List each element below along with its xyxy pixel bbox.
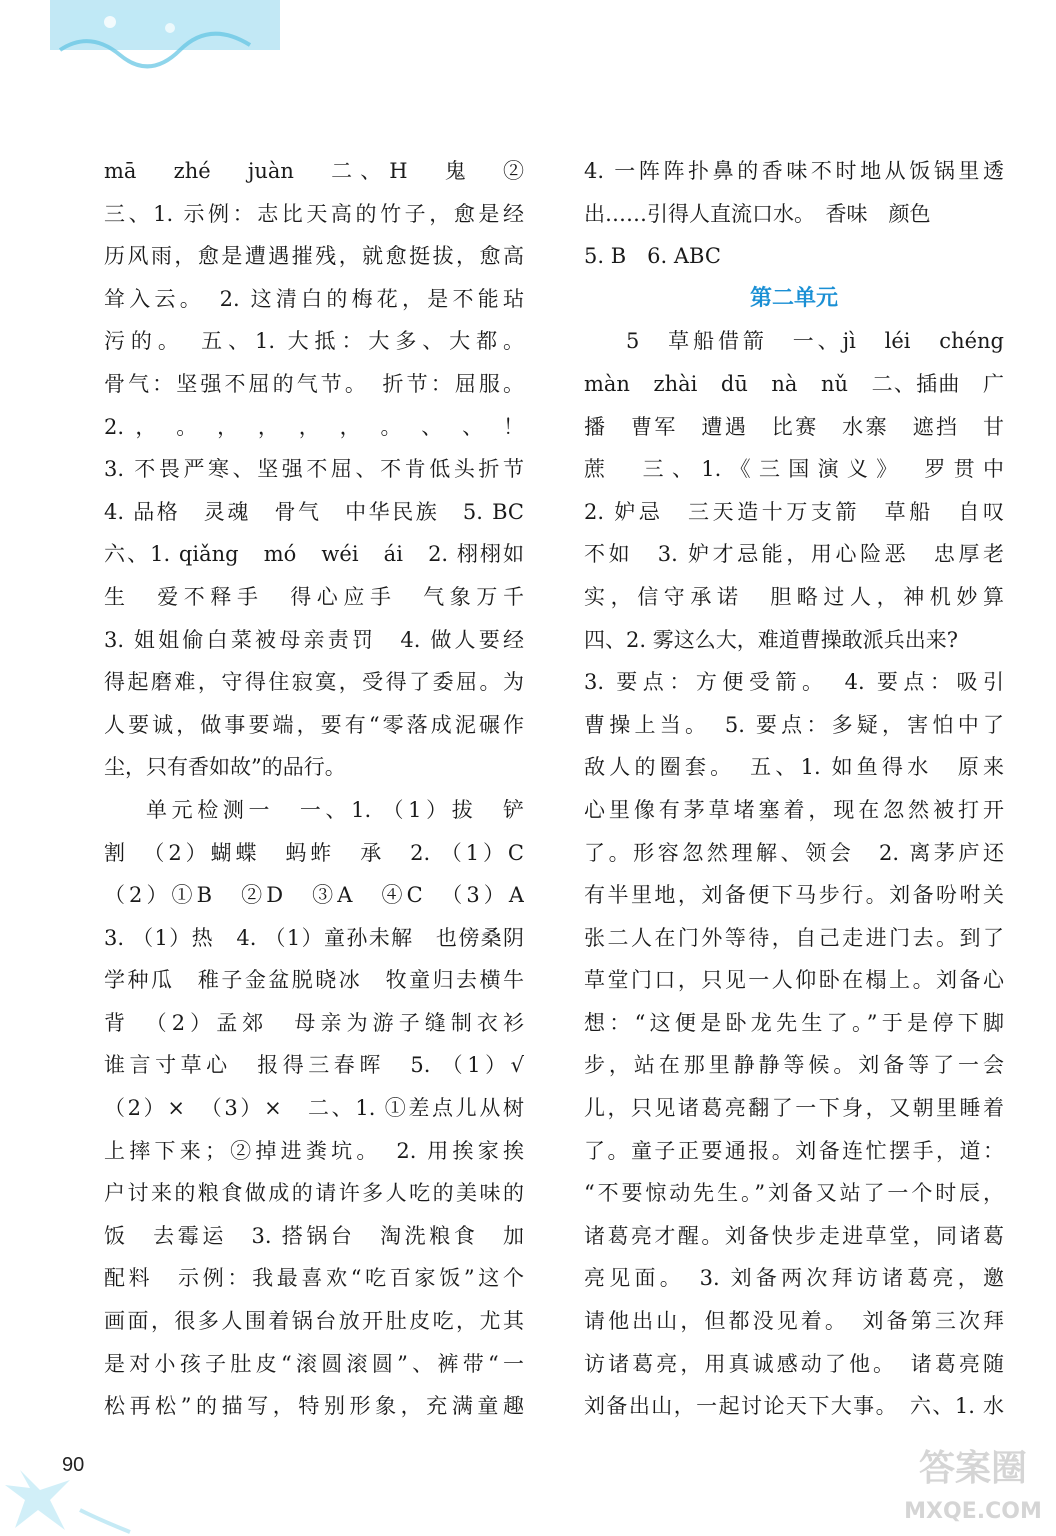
text-line: 想：“这便是卧龙先生了。”于是停下脚 bbox=[584, 1010, 1004, 1035]
text-line: 心里像有茅草堵塞着，现在忽然被打开 bbox=[584, 797, 1004, 822]
text-line: 第二单元 bbox=[749, 285, 838, 311]
left-column bbox=[104, 150, 524, 1428]
text-line: 历风雨，愈是遭遇摧残，就愈挺拔，愈高 bbox=[104, 244, 524, 269]
text-line: 谁言寸草心 报得三春晖 5. （1）√ bbox=[104, 1053, 524, 1078]
text-line: 儿，只见诸葛亮翻了一下身，又朝里睡着 bbox=[584, 1096, 1004, 1121]
text-line: 5 草船借箭 一、jì léi chéng bbox=[626, 329, 1004, 354]
text-line: 松再松”的描写，特别形象，充满童趣 bbox=[104, 1394, 524, 1419]
text-line: 得起磨难，守得住寂寞，受得了委屈。为 bbox=[104, 670, 524, 695]
text-line: 了。童子正要通报。刘备连忙摆手，道： bbox=[584, 1138, 1004, 1163]
text-line: 六、1. qiǎng mó wéi ái 2. 栩栩如 bbox=[104, 542, 524, 567]
text-line: 敌人的圈套。 五、1. 如鱼得水 原来 bbox=[584, 755, 1004, 780]
text-line: 人要诚，做事要端，要有“零落成泥碾作 bbox=[104, 712, 524, 737]
right-column bbox=[584, 150, 1004, 1428]
text-line: 配料 示例：我最喜欢“吃百家饭”这个 bbox=[104, 1266, 524, 1291]
text-line: 单元检测一 一、1. （1）拔 铲 bbox=[146, 797, 524, 822]
text-line: 耸入云。 2. 这清白的梅花，是不能玷 bbox=[104, 286, 524, 311]
text-line: 曹操上当。 5. 要点：多疑，害怕中了 bbox=[584, 712, 1004, 737]
watermark-logo bbox=[898, 1430, 1048, 1530]
text-line: 蔗 三、1.《三国演义》 罗贯中 bbox=[584, 457, 1004, 482]
text-line: 不如 3. 妒才忌能，用心险恶 忠厚老 bbox=[584, 542, 1004, 567]
text-line: 生 爱不释手 得心应手 气象万千 bbox=[104, 584, 524, 609]
page-number: 90 bbox=[62, 1454, 85, 1476]
text-line: （2）× （3）× 二、1. ①差点儿从树 bbox=[104, 1096, 524, 1121]
text-line: 刘备出山，一起讨论天下大事。 六、1. 水 bbox=[584, 1394, 1004, 1419]
text-line: 亮见面。 3. 刘备两次拜访诸葛亮，邀 bbox=[584, 1266, 1004, 1291]
text-line: 3. 不畏严寒、坚强不屈、不肯低头折节 bbox=[104, 457, 524, 482]
text-line: 访诸葛亮，用真诚感动了他。 诸葛亮随 bbox=[584, 1351, 1004, 1376]
text-line: 张二人在门外等待，自己走进门去。到了 bbox=[584, 925, 1004, 950]
text-line: 四、2. 雾这么大，难道曹操敢派兵出来? bbox=[584, 627, 958, 652]
text-line: 4. 一阵阵扑鼻的香味不时地从饭锅里透 bbox=[584, 159, 1004, 183]
text-line: 2. ， 。 ， ， ， ， 。 、 、 ！ bbox=[104, 414, 524, 439]
text-line: 3. （1）热 4. （1）童孙未解 也傍桑阴 bbox=[104, 925, 524, 950]
text-line: 3. 姐姐偷白菜被母亲责罚 4. 做人要经 bbox=[104, 627, 524, 652]
text-line: 骨气：坚强不屈的气节。 折节：屈服。 bbox=[104, 371, 524, 396]
text-line: 3. 要点：方便受箭。 4. 要点：吸引 bbox=[584, 670, 1004, 695]
corner-decoration bbox=[0, 0, 300, 80]
text-line: （2）①B ②D ③A ④C （3）A bbox=[104, 883, 524, 908]
text-line: 三、1. 示例：志比天高的竹子，愈是经 bbox=[104, 201, 524, 226]
text-line: 步，站在那里静静等候。刘备等了一会 bbox=[584, 1053, 1004, 1078]
text-line: 上摔下来；②掉进粪坑。 2. 用挨家挨 bbox=[104, 1138, 524, 1163]
text-line: 有半里地，刘备便下马步行。刘备吩咐关 bbox=[584, 883, 1004, 908]
text-line: 学种瓜 稚子金盆脱晓冰 牧童归去横牛 bbox=[104, 968, 524, 993]
text-line: 4. 品格 灵魂 骨气 中华民族 5. BC bbox=[104, 499, 524, 524]
starfish-decoration bbox=[0, 1420, 140, 1536]
text-line: 播 曹军 遭遇 比赛 水寨 遮挡 甘 bbox=[584, 414, 1004, 439]
text-line: 割 （2）蝴蝶 蚂蚱 承 2. （1）C bbox=[104, 840, 524, 865]
text-line: “不要惊动先生。”刘备又站了一个时辰， bbox=[584, 1181, 1004, 1206]
text-line: 5. B 6. ABC bbox=[584, 244, 721, 269]
text-line: 诸葛亮才醒。刘备快步走进草堂，同诸葛 bbox=[584, 1223, 1004, 1248]
text-line: 污的。 五、1. 大抵：大多、大都。 bbox=[104, 329, 524, 354]
text-line: 户讨来的粮食做成的请许多人吃的美味的 bbox=[104, 1181, 524, 1206]
text-line: 请他出山，但都没见着。 刘备第三次拜 bbox=[584, 1309, 1004, 1334]
text-line: màn zhài dū nà nǔ 二、插曲 广 bbox=[584, 371, 1004, 396]
watermark-line1: 答案圈 bbox=[918, 1448, 1028, 1489]
text-line: 2. 妒忌 三天造十万支箭 草船 自叹 bbox=[584, 499, 1004, 524]
text-line: 背 （2）孟郊 母亲为游子缝制衣衫 bbox=[104, 1010, 524, 1035]
text-line: 出……引得人直流口水。 香味 颜色 bbox=[584, 201, 931, 226]
text-line: 尘，只有香如故”的品行。 bbox=[104, 755, 346, 780]
text-line: 画面，很多人围着锅台放开肚皮吃，尤其 bbox=[104, 1309, 524, 1334]
text-line: 了。形容忽然理解、领会 2. 离茅庐还 bbox=[584, 840, 1004, 865]
watermark-line2: MXQE.COM bbox=[904, 1499, 1042, 1524]
text-line: 是对小孩子肚皮“滚圆滚圆”、裤带“一 bbox=[104, 1351, 524, 1376]
text-line: mā zhé juàn 二、H 鬼 ② bbox=[104, 159, 524, 183]
text-line: 草堂门口，只见一人仰卧在榻上。刘备心 bbox=[584, 968, 1004, 993]
text-line: 实，信守承诺 胆略过人，神机妙算 bbox=[584, 584, 1004, 609]
text-line: 饭 去霉运 3. 搭锅台 淘洗粮食 加 bbox=[104, 1223, 524, 1248]
